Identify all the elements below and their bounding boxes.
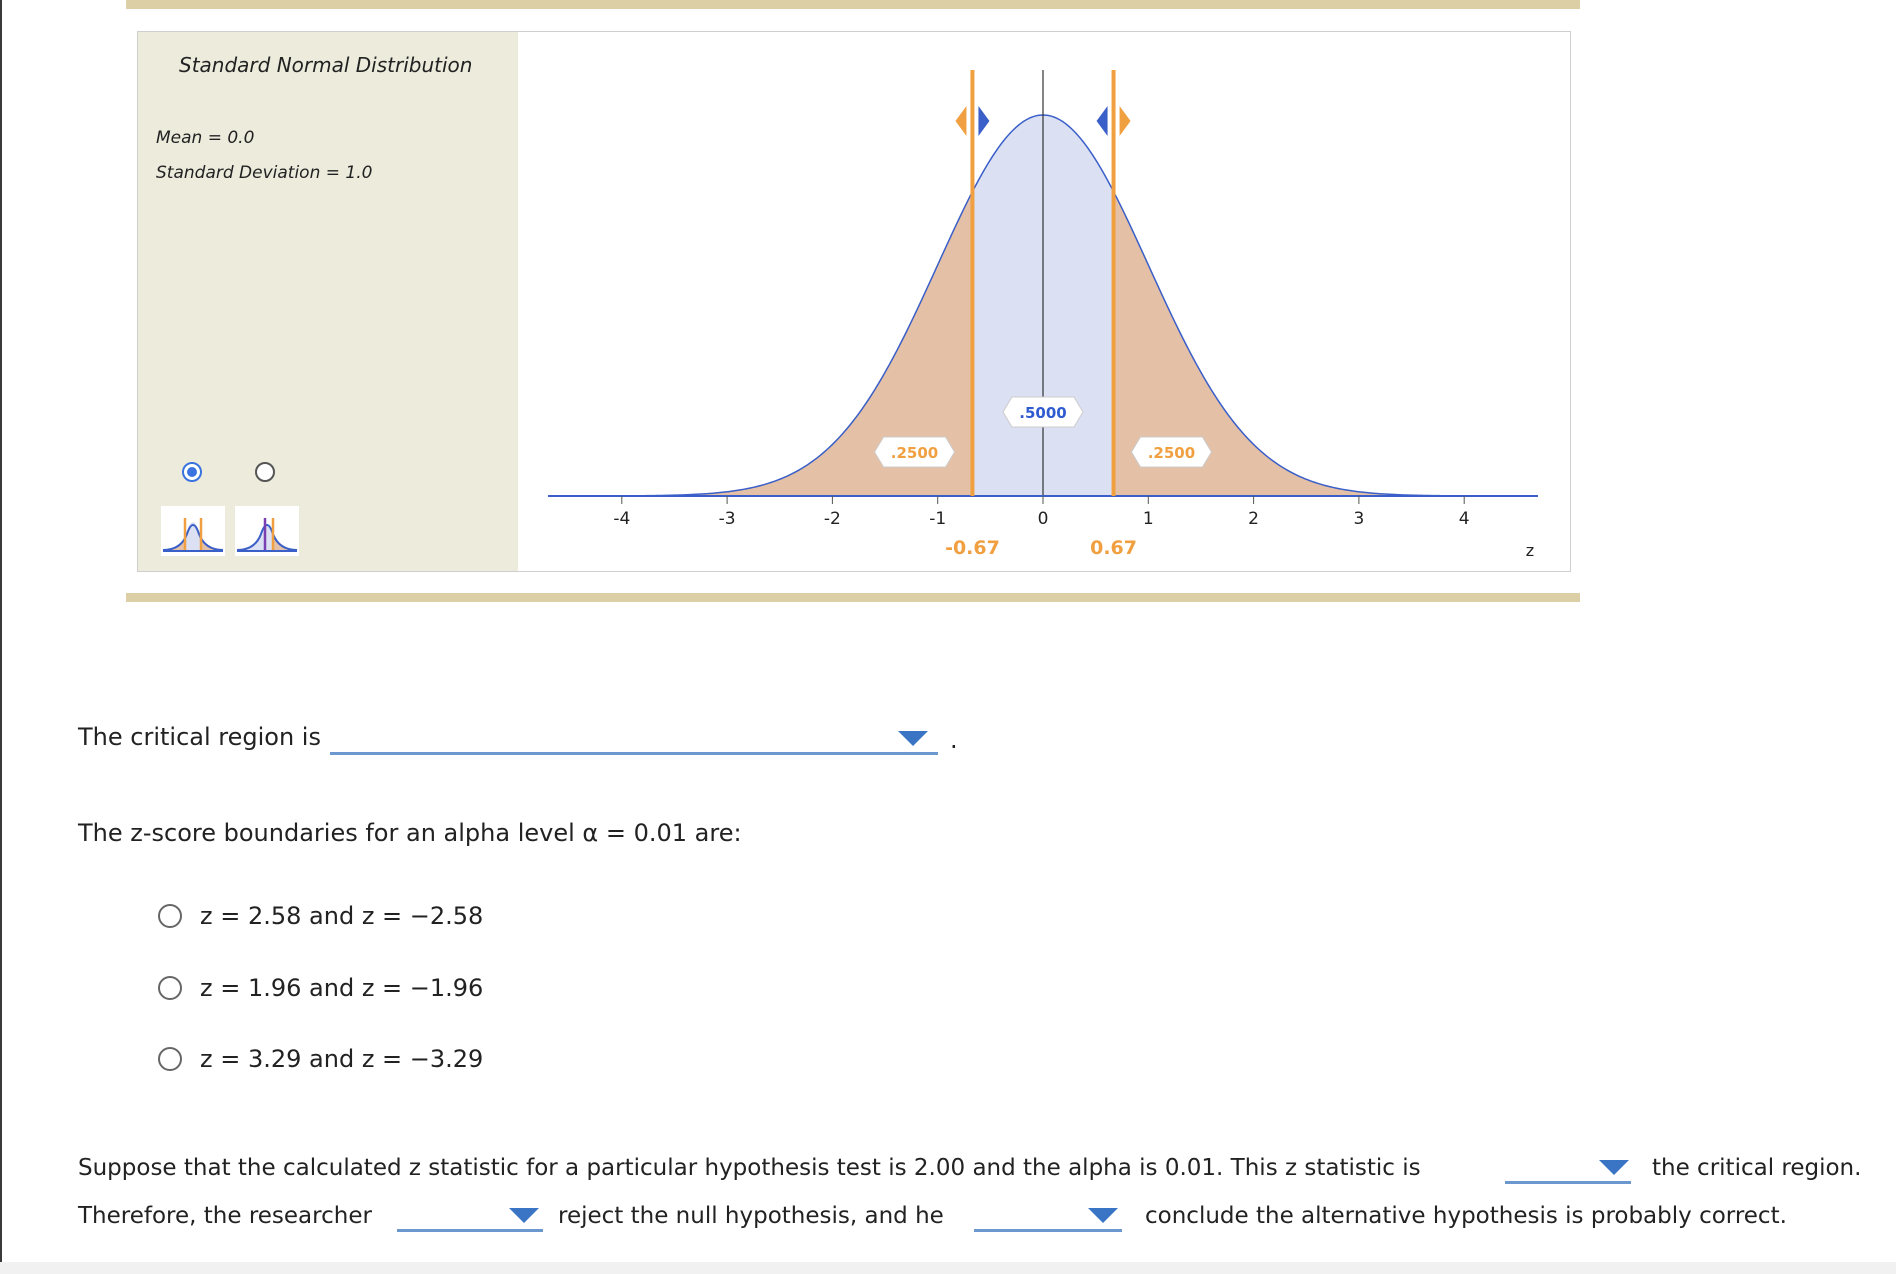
option-1-96-label[interactable]: z = 1.96 and z = −1.96 bbox=[200, 974, 484, 1002]
x-tick-label: -4 bbox=[613, 509, 631, 529]
mean-label: Mean = 0.0 bbox=[156, 128, 255, 148]
bottom-strip bbox=[0, 1262, 1896, 1274]
x-tick-label: -3 bbox=[718, 509, 736, 529]
x-axis-label: z bbox=[1525, 541, 1535, 560]
critical-region-prompt: The critical region is bbox=[78, 723, 321, 751]
left-tail-area-label: .2500 bbox=[890, 444, 939, 462]
x-tick-label: 3 bbox=[1353, 509, 1365, 529]
conclude-alternative-dropdown[interactable] bbox=[974, 1229, 1122, 1232]
option-2-58-label[interactable]: z = 2.58 and z = −2.58 bbox=[200, 902, 484, 930]
x-tick-label: 0 bbox=[1037, 509, 1049, 529]
distribution-applet bbox=[137, 31, 1571, 572]
option-3-29-radio[interactable] bbox=[158, 1047, 182, 1071]
boundary-label: -0.67 bbox=[945, 537, 1000, 559]
reject-null-dropdown[interactable] bbox=[397, 1229, 543, 1232]
x-tick-label: 2 bbox=[1248, 509, 1260, 529]
window-edge bbox=[0, 0, 2, 1274]
chevron-down-icon[interactable] bbox=[509, 1208, 539, 1223]
alpha-boundaries-prompt: The z-score boundaries for an alpha level α = 0.01 are: bbox=[78, 819, 742, 847]
frame-top-bar bbox=[126, 0, 1580, 9]
conclude-alternative-text: conclude the alternative hypothesis is probably correct. bbox=[1145, 1203, 1787, 1229]
option-3-29-label[interactable]: z = 3.29 and z = −3.29 bbox=[200, 1045, 484, 1073]
within-critical-region-dropdown[interactable] bbox=[1505, 1181, 1631, 1184]
normal-distribution-chart bbox=[138, 32, 1570, 571]
chevron-down-icon[interactable] bbox=[1088, 1208, 1118, 1223]
critical-region-suffix: the critical region. bbox=[1652, 1155, 1862, 1181]
option-1-96-radio[interactable] bbox=[158, 976, 182, 1000]
sd-label: Standard Deviation = 1.0 bbox=[156, 163, 373, 183]
drag-left-handle-icon[interactable] bbox=[1097, 106, 1108, 136]
researcher-sentence: Therefore, the researcher bbox=[78, 1203, 372, 1229]
critical-region-period: . bbox=[950, 726, 958, 754]
boundary-label: 0.67 bbox=[1090, 537, 1137, 559]
x-tick-label: 4 bbox=[1458, 509, 1470, 529]
center-area-label: .5000 bbox=[1019, 404, 1067, 422]
right-tail-area-label: .2500 bbox=[1147, 444, 1196, 462]
z-statistic-sentence: Suppose that the calculated z statistic for a particular hypothesis test is 2.00 and the alpha is 0.01. This z statistic is bbox=[78, 1155, 1421, 1181]
reject-null-text: reject the null hypothesis, and he bbox=[558, 1203, 944, 1229]
panel-title: Standard Normal Distribution bbox=[179, 53, 473, 77]
drag-right-handle-icon[interactable] bbox=[978, 106, 989, 136]
chevron-down-icon[interactable] bbox=[1599, 1160, 1629, 1175]
x-tick-label: -2 bbox=[823, 509, 841, 529]
drag-right-handle-icon[interactable] bbox=[1120, 106, 1131, 136]
chevron-down-icon[interactable] bbox=[898, 731, 928, 746]
frame-bottom-bar bbox=[126, 593, 1580, 602]
critical-region-dropdown[interactable] bbox=[330, 752, 938, 755]
x-tick-label: -1 bbox=[929, 509, 947, 529]
option-2-58-radio[interactable] bbox=[158, 904, 182, 928]
x-tick-label: 1 bbox=[1142, 509, 1154, 529]
drag-left-handle-icon[interactable] bbox=[955, 106, 966, 136]
